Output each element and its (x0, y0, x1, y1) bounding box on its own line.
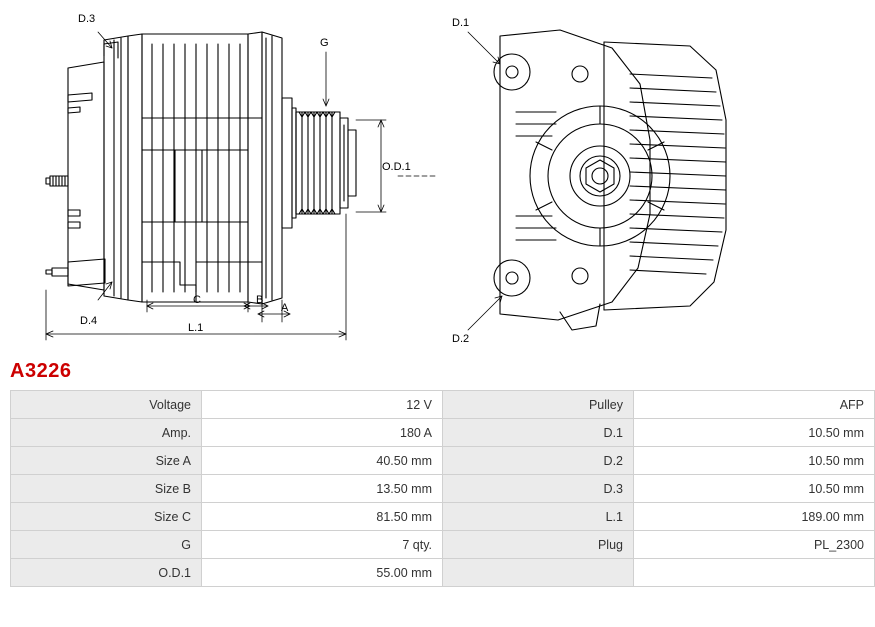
spec-label: Plug (443, 531, 634, 559)
label-g: G (320, 37, 329, 49)
spec-value: 13.50 mm (202, 475, 443, 503)
spec-value: 10.50 mm (634, 419, 875, 447)
spec-label: D.1 (443, 419, 634, 447)
spec-value: 81.50 mm (202, 503, 443, 531)
spec-label: Size B (11, 475, 202, 503)
table-row (11, 559, 875, 587)
part-number: A3226 (10, 360, 72, 382)
spec-value: PL_2300 (634, 531, 875, 559)
label-od1: O.D.1 (382, 161, 411, 173)
spec-label: Amp. (11, 419, 202, 447)
table-row (11, 503, 875, 531)
spec-label: D.2 (443, 447, 634, 475)
spec-value: AFP (634, 391, 875, 419)
specification-table (10, 390, 875, 587)
label-d1: D.1 (452, 17, 470, 29)
label-d4: D.4 (80, 315, 98, 327)
spec-label: G (11, 531, 202, 559)
spec-label: Size C (11, 503, 202, 531)
spec-label: Size A (11, 447, 202, 475)
spec-value: 7 qty. (202, 531, 443, 559)
label-d2: D.2 (452, 333, 470, 345)
label-d3: D.3 (78, 13, 96, 25)
spec-empty-cell (634, 559, 875, 587)
spec-value: 10.50 mm (634, 447, 875, 475)
spec-label: L.1 (443, 503, 634, 531)
table-row (11, 447, 875, 475)
spec-label: D.3 (443, 475, 634, 503)
table-row (11, 419, 875, 447)
table-row (11, 475, 875, 503)
spec-empty-cell (443, 559, 634, 587)
spec-label: Pulley (443, 391, 634, 419)
spec-value: 40.50 mm (202, 447, 443, 475)
spec-value: 12 V (202, 391, 443, 419)
spec-value: 189.00 mm (634, 503, 875, 531)
spec-value: 55.00 mm (202, 559, 443, 587)
label-b: B (256, 294, 264, 306)
spec-value: 180 A (202, 419, 443, 447)
label-l1: L.1 (188, 322, 204, 334)
label-c: C (193, 294, 201, 306)
table-row (11, 391, 875, 419)
table-row (11, 531, 875, 559)
spec-value: 10.50 mm (634, 475, 875, 503)
spec-label: Voltage (11, 391, 202, 419)
spec-label: O.D.1 (11, 559, 202, 587)
label-a: A (281, 302, 289, 314)
